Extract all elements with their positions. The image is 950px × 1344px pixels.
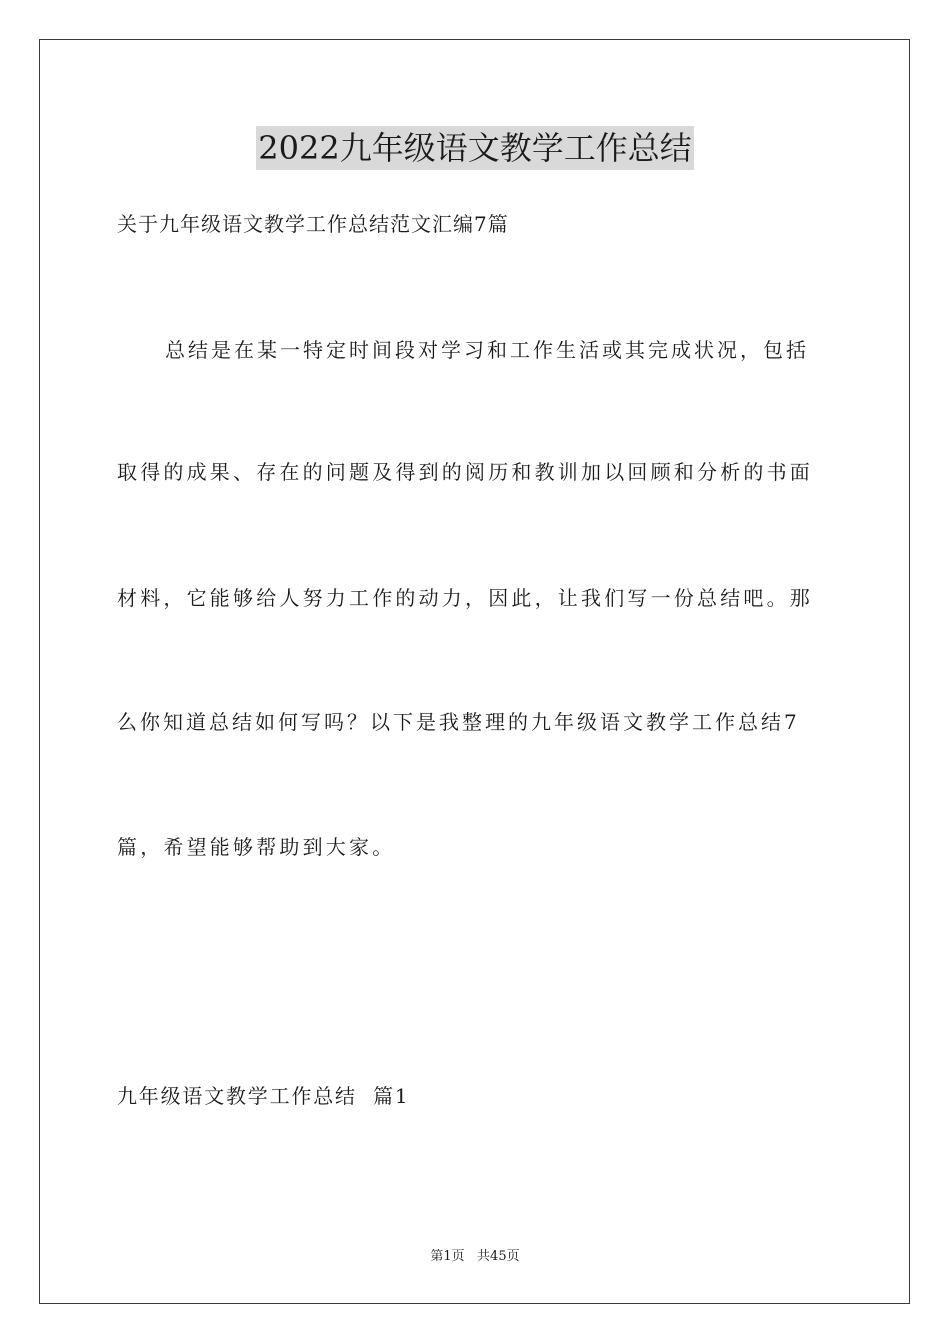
document-title <box>0 126 950 170</box>
paragraph-line-1: 总结是在某一特定时间段对学习和工作生活或其完成状况，包括 <box>165 338 809 362</box>
paragraph-line-5: 篇，希望能够帮助到大家。 <box>117 835 396 859</box>
section-heading: 九年级语文教学工作总结 篇1 <box>117 1084 410 1108</box>
page-number-footer: 第1页 共45页 <box>430 1249 520 1264</box>
paragraph-line-2: 取得的成果、存在的问题及得到的阅历和教训加以回顾和分析的书面 <box>117 460 813 484</box>
paragraph-line-3: 材料，它能够给人努力工作的动力，因此，让我们写一份总结吧。那 <box>117 586 813 610</box>
document-title-text: 2022九年级语文教学工作总结 <box>256 126 693 170</box>
document-subtitle: 关于九年级语文教学工作总结范文汇编7篇 <box>117 212 509 236</box>
paragraph-line-4: 么你知道总结如何写吗？以下是我整理的九年级语文教学工作总结7 <box>117 710 800 734</box>
